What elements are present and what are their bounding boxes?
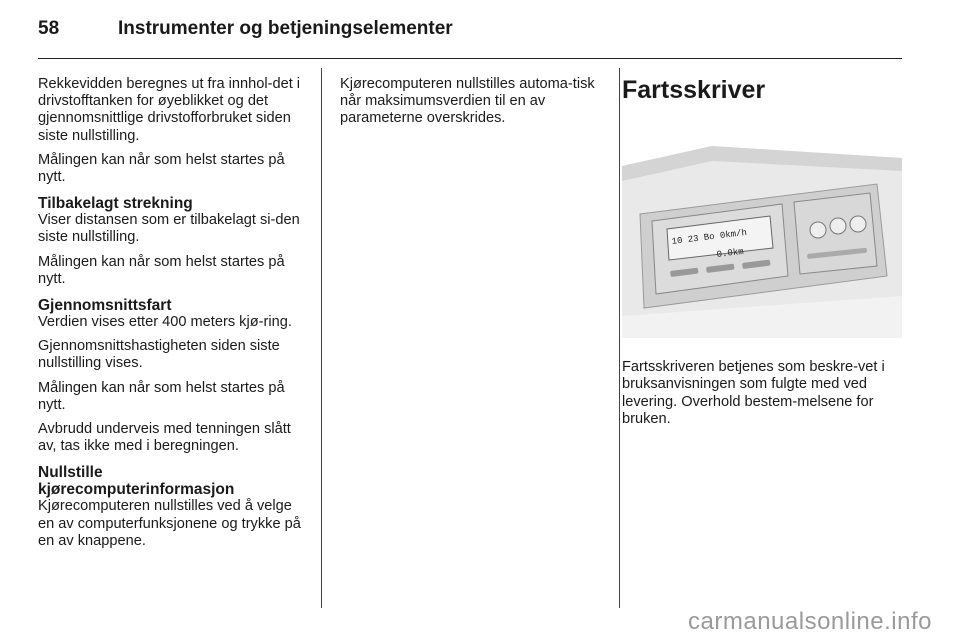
paragraph-reset: Kjørecomputeren nullstilles ved å velge en av computerfunksjonene og trykke på en av knappene.	[38, 498, 301, 549]
paragraph-ignition: Avbrudd underveis med tenningen slått av, tas ikke med i beregningen.	[38, 421, 291, 455]
header-rule	[38, 58, 902, 59]
column-divider	[619, 68, 620, 608]
paragraph-auto-reset: Kjørecomputeren nullstilles automa-tisk når maksimumsverdien til en av parameterne overskrides.	[340, 76, 595, 127]
column-left	[38, 76, 308, 557]
heading-average-speed: Gjennomsnittsfart	[38, 297, 172, 315]
paragraph-average-speed: Verdien vises etter 400 meters kjø-ring.	[38, 314, 292, 331]
page-title: Instrumenter og betjeningselementer	[118, 18, 453, 39]
paragraph-distance: Viser distansen som er tilbakelagt si-den siste nullstilling.	[38, 212, 300, 246]
section-heading: Fartsskriver	[622, 76, 766, 104]
paragraph-reset-note: Målingen kan når som helst startes på nytt.	[38, 253, 285, 287]
column-divider	[321, 68, 322, 608]
paragraph-tachograph: Fartsskriveren betjenes som beskre-vet i bruksanvisningen som fulgte med ved levering. Overhold bestem-melsene for bruken.	[622, 359, 885, 427]
paragraph-average-speed-2: Gjennomsnittshastigheten siden siste nullstilling vises.	[38, 338, 280, 372]
tachograph-illustration	[622, 126, 902, 338]
page-header	[38, 18, 902, 48]
heading-distance: Tilbakelagt strekning	[38, 195, 193, 213]
tachograph-display-line1: 10 23 Bo 0km/h	[671, 227, 748, 247]
paragraph-range: Rekkevidden beregnes ut fra innhol-det i drivstofftanken for øyeblikket og det gjennomsnittlige drivstofforbruket siden siste nullstilling.	[38, 76, 301, 144]
column-middle	[340, 76, 602, 135]
paragraph-reset-note: Målingen kan når som helst startes på nytt.	[38, 151, 285, 186]
watermark: carmanualsonline.info	[688, 608, 932, 635]
column-right	[622, 76, 902, 435]
tachograph-display-line2: 0.0km	[716, 246, 745, 260]
paragraph-reset-note: Målingen kan når som helst startes på nytt.	[38, 379, 285, 413]
heading-reset: Nullstille kjørecomputerinformasjon	[38, 464, 235, 499]
page-number: 58	[38, 18, 60, 39]
